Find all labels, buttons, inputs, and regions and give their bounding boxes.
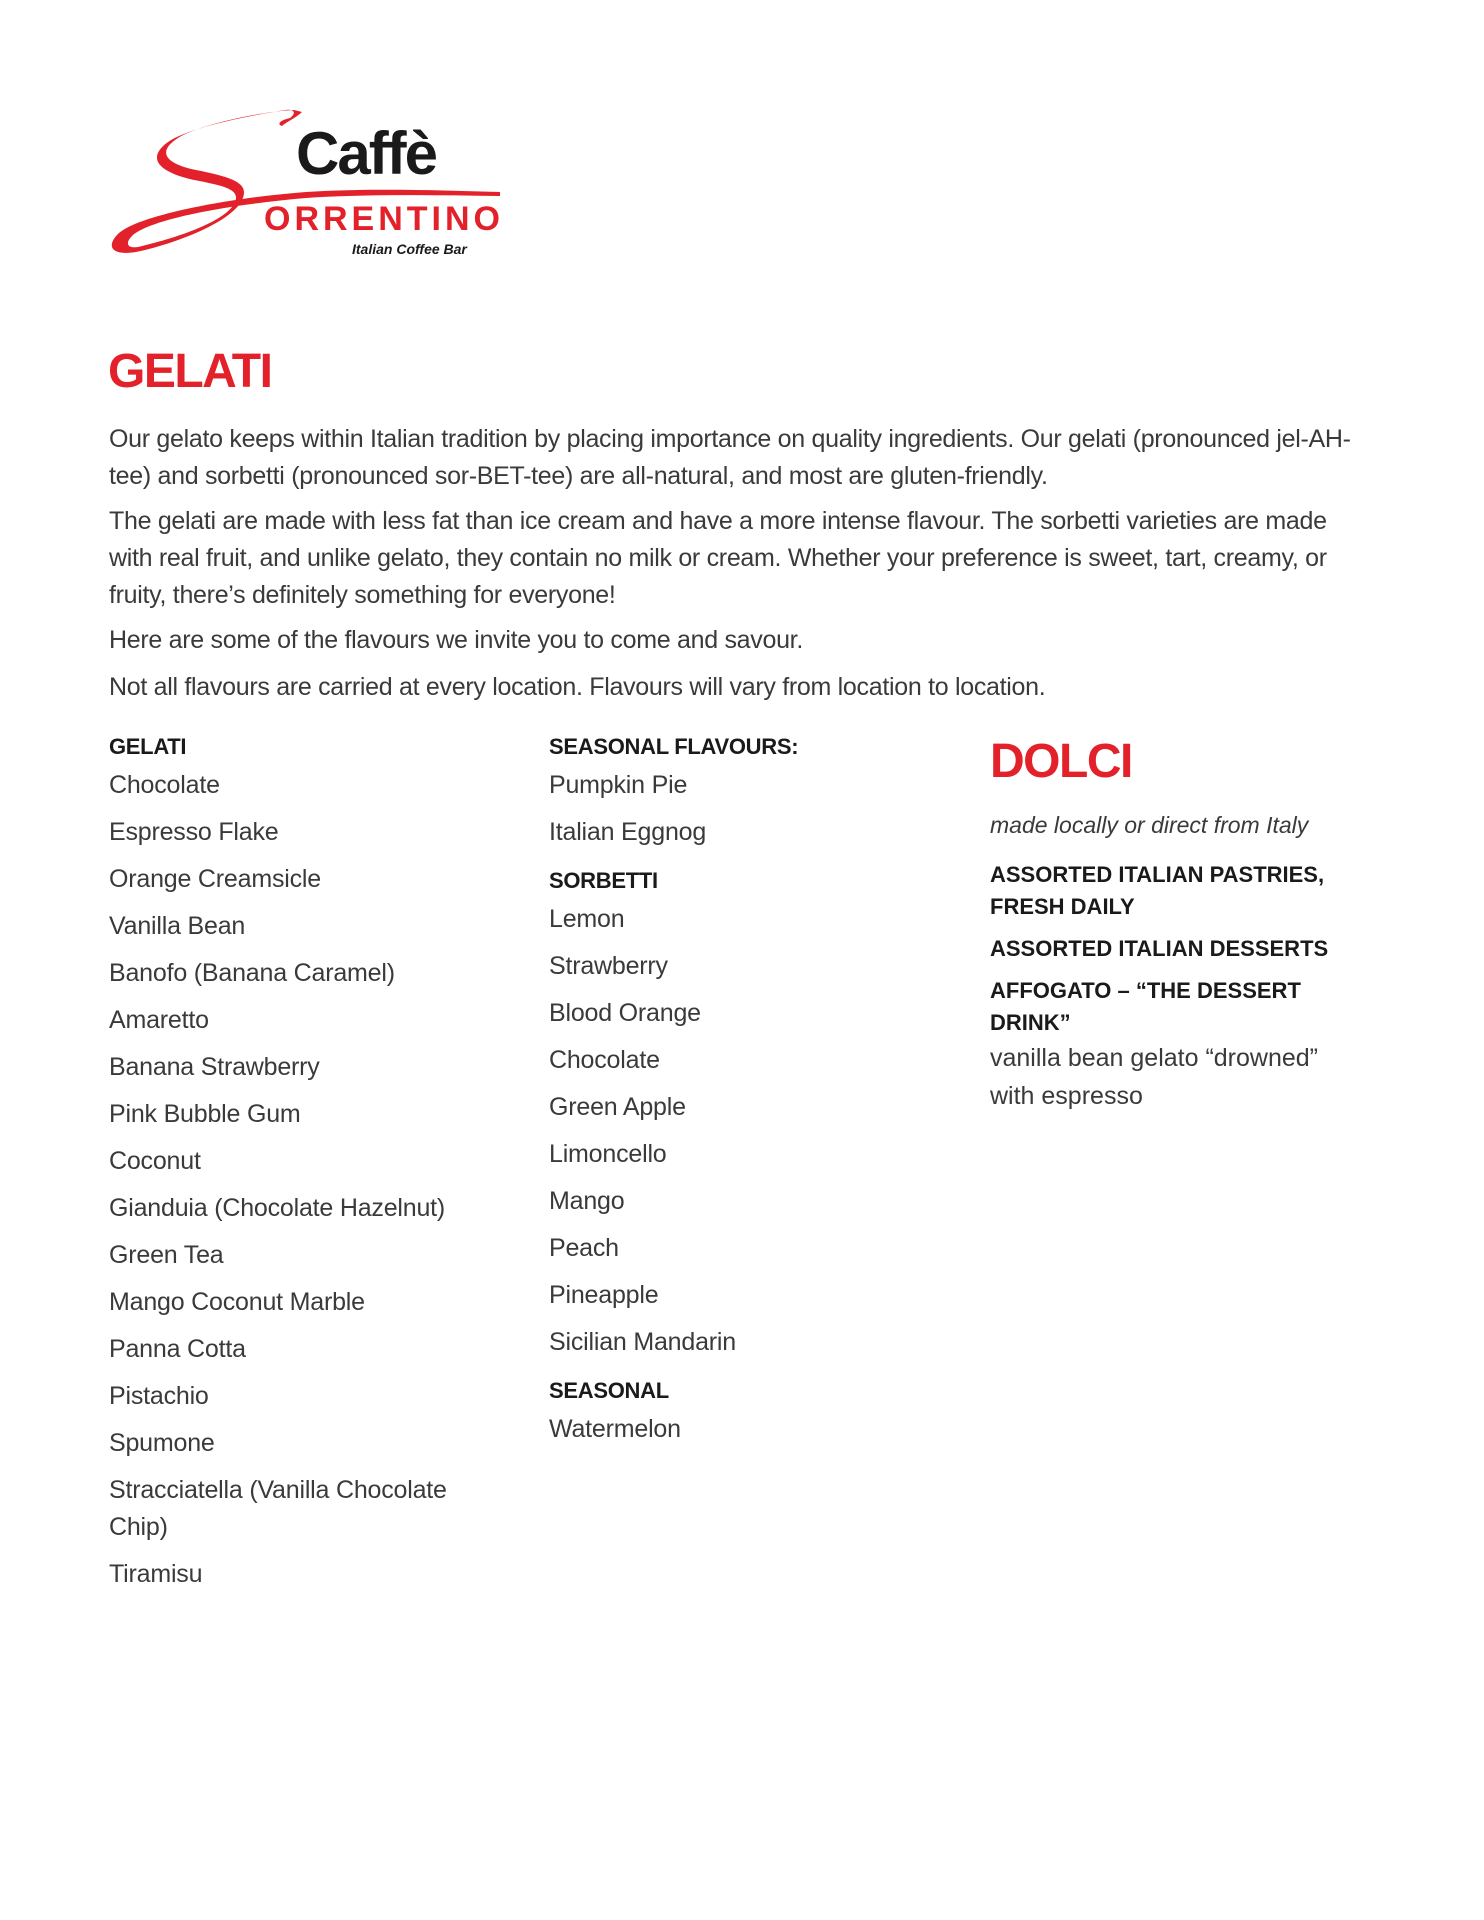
gelati-title: GELATI	[108, 345, 272, 398]
flavour-item: Orange Creamsicle	[109, 865, 321, 893]
flavour-item: Chocolate	[109, 771, 220, 799]
dolci-column	[990, 735, 1370, 1115]
seasonal-flavours-column	[549, 732, 949, 1453]
flavour-item: Panna Cotta	[109, 1335, 246, 1363]
dolci-item-desserts: ASSORTED ITALIAN DESSERTS	[990, 936, 1329, 961]
flavour-item: Peach	[549, 1234, 619, 1262]
logo-caffe: Caffè	[296, 120, 437, 187]
flavour-item: Spumone	[109, 1429, 215, 1457]
dolci-item-affogato-description: vanilla bean gelato “drowned” with espresso	[990, 1044, 1318, 1110]
seasonal-heading: SEASONAL	[549, 1378, 669, 1403]
seasonal-flavours-list	[549, 762, 949, 856]
flavour-item: Mango	[549, 1187, 625, 1215]
flavour-item: Blood Orange	[549, 999, 701, 1027]
flavour-item: Sicilian Mandarin	[549, 1328, 736, 1356]
flavour-item: Mango Coconut Marble	[109, 1288, 365, 1316]
flavour-item: Italian Eggnog	[549, 818, 707, 846]
flavour-item: Green Tea	[109, 1241, 224, 1269]
flavour-item: Vanilla Bean	[109, 912, 246, 940]
flavour-item: Strawberry	[549, 952, 668, 980]
dolci-item-affogato: AFFOGATO – “THE DESSERT DRINK”	[990, 978, 1301, 1035]
availability-note: Not all flavours are carried at every location. Flavours will vary from location to location.	[109, 673, 1046, 701]
dolci-item-pastries: ASSORTED ITALIAN PASTRIES, FRESH DAILY	[990, 862, 1325, 919]
flavour-item: Lemon	[549, 905, 625, 933]
flavour-item: Chocolate	[549, 1046, 660, 1074]
flavour-item: Pineapple	[549, 1281, 659, 1309]
caffe-sorrentino-logo	[106, 106, 502, 264]
intro-paragraph: Our gelato keeps within Italian tradition by placing importance on quality ingredients. Our gelati (pronounced jel-AH-tee) and sorbetti (pronounced sor-BET-tee) are all-natural, and most are gluten-friendly.	[109, 425, 1351, 490]
logo-tagline: Italian Coffee Bar	[352, 241, 467, 257]
flavour-item: Coconut	[109, 1147, 201, 1175]
flavour-item: Banofo (Banana Caramel)	[109, 959, 395, 987]
sorbetti-list	[549, 896, 949, 1366]
gelati-list-column	[109, 732, 509, 1598]
flavour-item: Watermelon	[549, 1415, 681, 1443]
seasonal-flavours-heading: SEASONAL FLAVOURS:	[549, 734, 799, 759]
flavour-item: Pistachio	[109, 1382, 209, 1410]
intro-paragraph: Here are some of the flavours we invite you to come and savour.	[109, 626, 803, 654]
flavour-item: Green Apple	[549, 1093, 686, 1121]
gelati-list-heading: GELATI	[109, 734, 187, 759]
flavour-item: Banana Strawberry	[109, 1053, 320, 1081]
logo-sorrentino: ORRENTINO	[264, 200, 500, 238]
flavour-item: Tiramisu	[109, 1560, 203, 1588]
flavour-item: Amaretto	[109, 1006, 209, 1034]
flavour-item: Pink Bubble Gum	[109, 1100, 301, 1128]
flavour-item: Espresso Flake	[109, 818, 279, 846]
flavour-item: Pumpkin Pie	[549, 771, 688, 799]
seasonal-list	[549, 1406, 949, 1453]
flavour-item: Stracciatella (Vanilla Chocolate Chip)	[109, 1476, 447, 1541]
flavour-item: Gianduia (Chocolate Hazelnut)	[109, 1194, 446, 1222]
dolci-title: DOLCI	[990, 735, 1132, 788]
sorbetti-heading: SORBETTI	[549, 868, 658, 893]
flavour-item: Limoncello	[549, 1140, 667, 1168]
intro-paragraph: The gelati are made with less fat than ice cream and have a more intense flavour. The sorbetti varieties are made with real fruit, and unlike gelato, they contain no milk or cream. Whether your preference is sweet, tart, creamy, or fruity, there’s definitely something for everyone!	[109, 507, 1327, 609]
gelati-list	[109, 762, 509, 1598]
dolci-tagline: made locally or direct from Italy	[990, 812, 1309, 838]
